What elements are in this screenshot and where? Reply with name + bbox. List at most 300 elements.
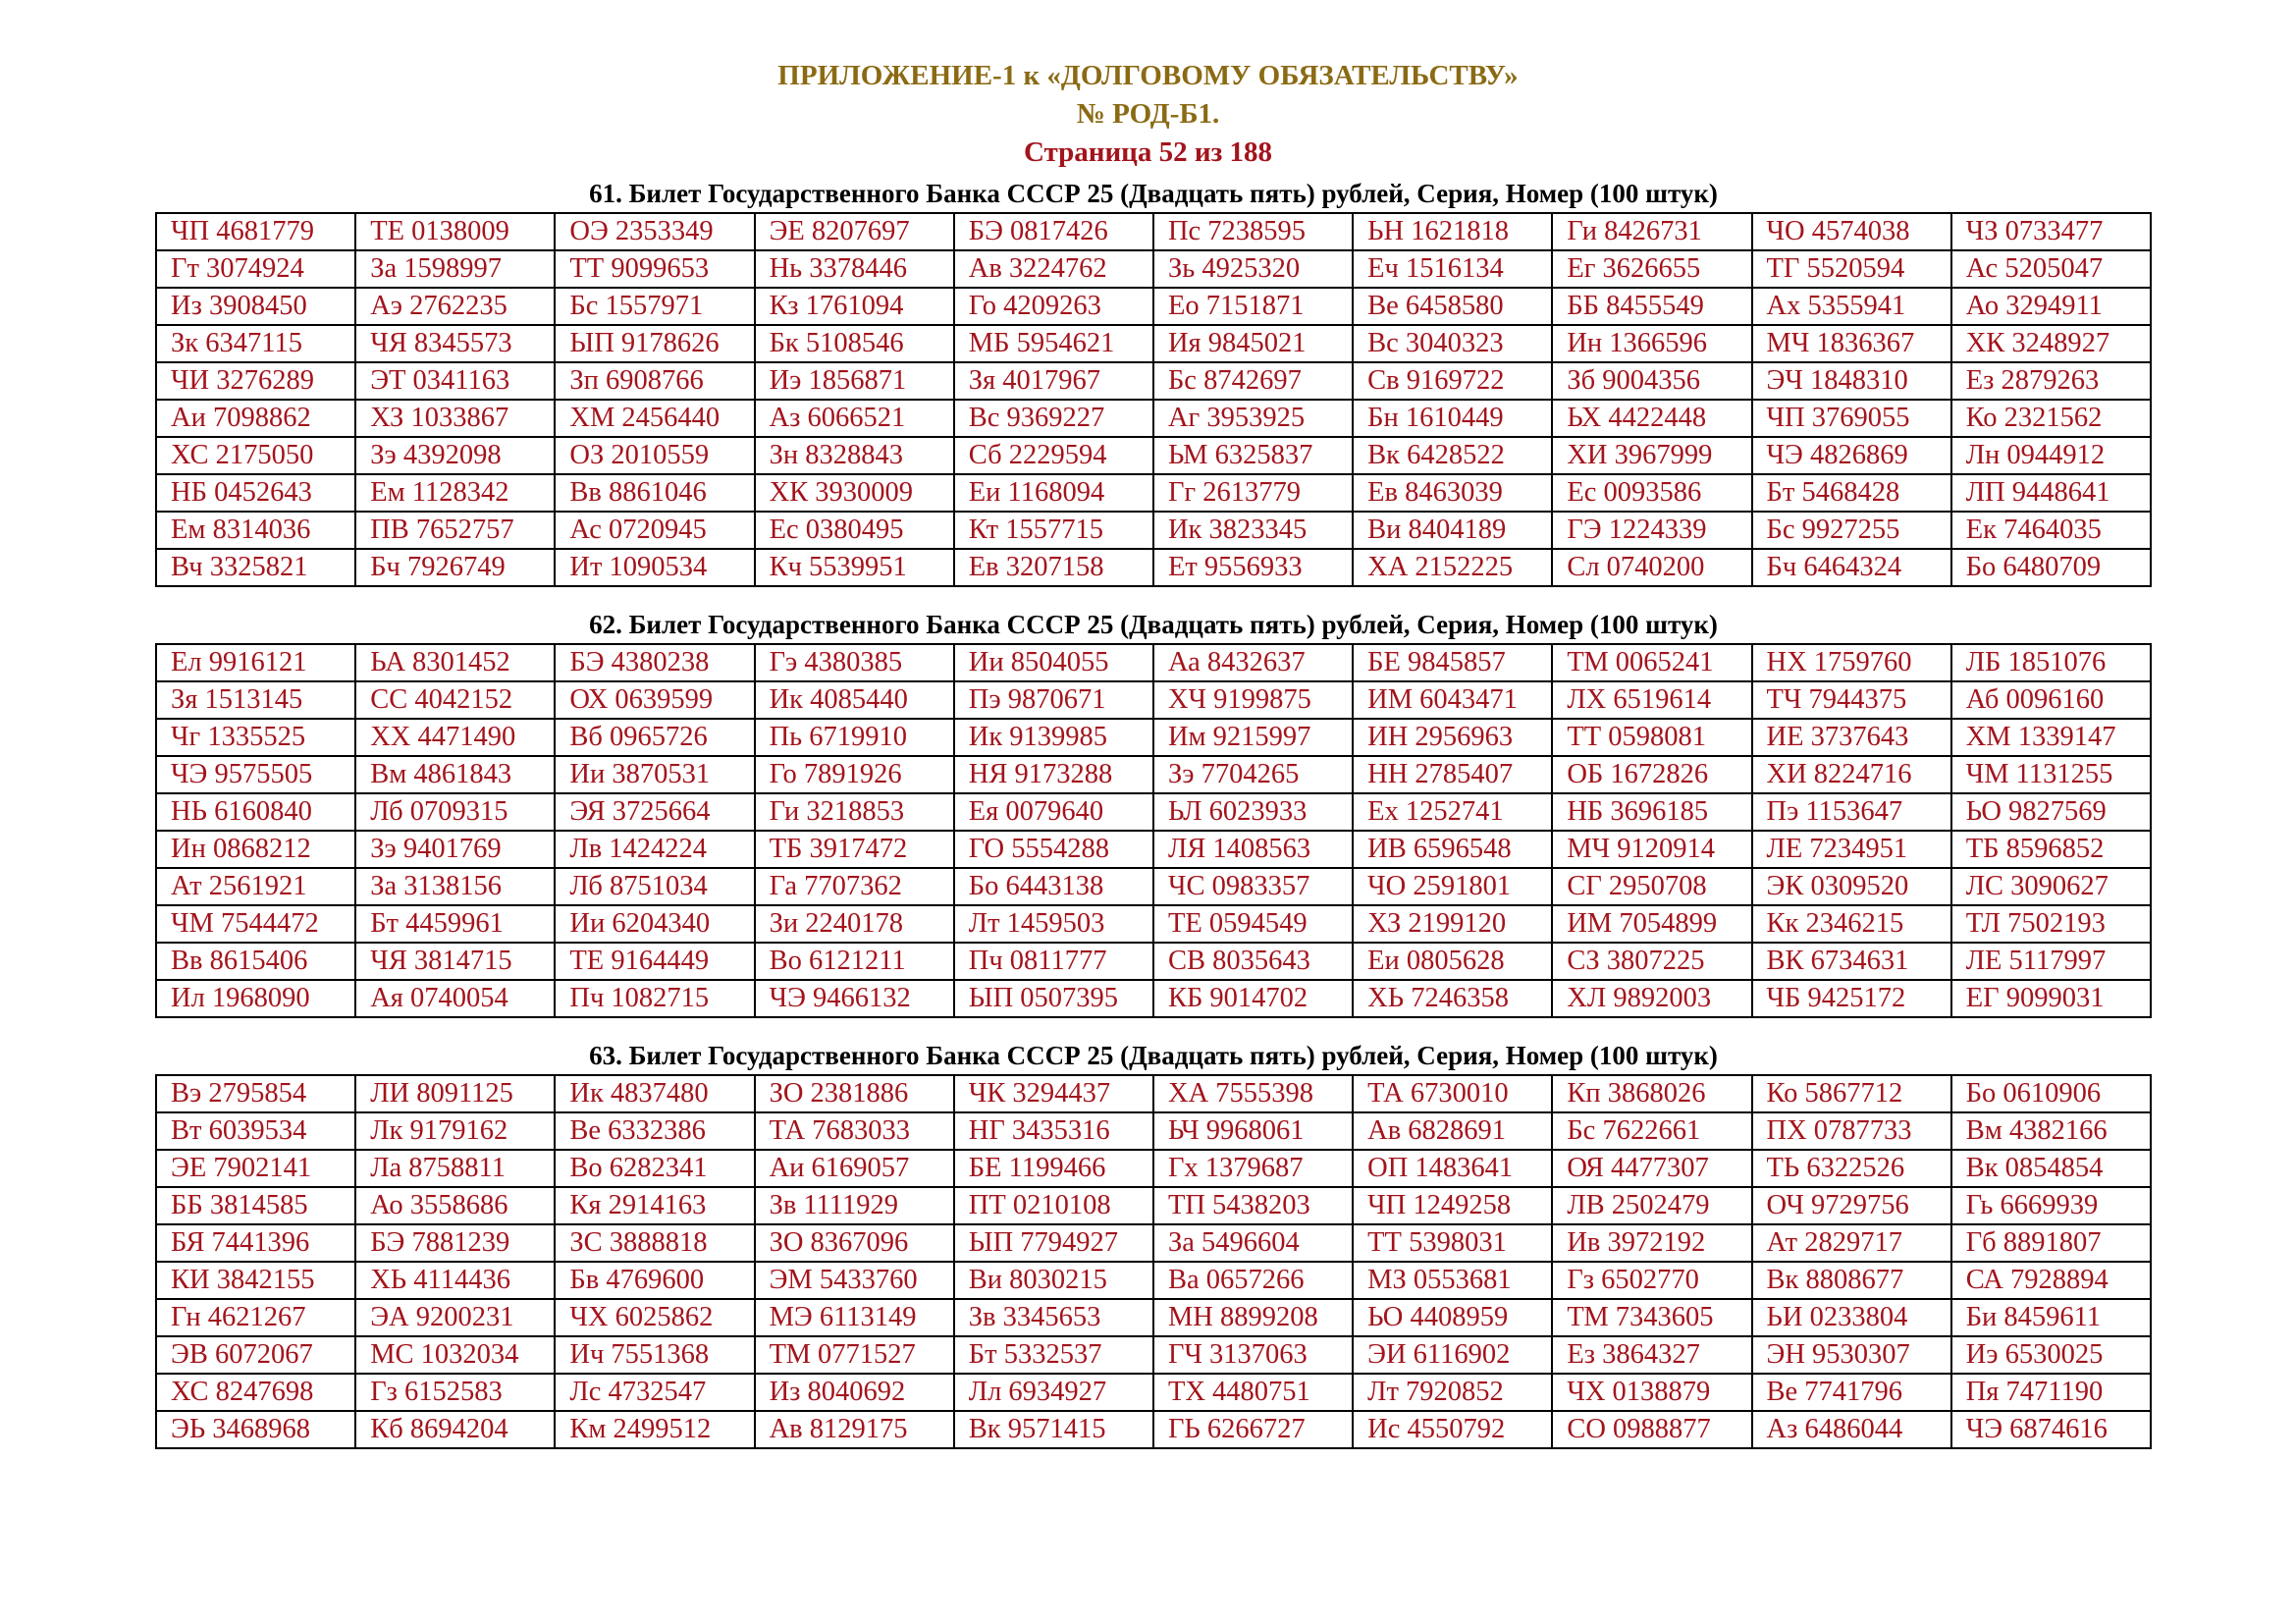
ticket-cell: ВК 6734631 — [1752, 943, 1951, 980]
ticket-cell: Ик 3823345 — [1153, 512, 1353, 549]
ticket-cell: Го 4209263 — [954, 288, 1153, 325]
ticket-cell: ЭИ 6116902 — [1353, 1336, 1552, 1374]
ticket-cell: Ас 0720945 — [555, 512, 754, 549]
table-row — [156, 1150, 2151, 1187]
ticket-cell: ЛП 9448641 — [1951, 474, 2151, 512]
ticket-cell: ЭМ 5433760 — [755, 1262, 954, 1299]
ticket-cell: Пэ 1153647 — [1752, 793, 1951, 831]
ticket-cell: ХИ 8224716 — [1752, 756, 1951, 793]
table-row — [156, 250, 2151, 288]
ticket-cell: Вк 6428522 — [1353, 437, 1552, 474]
page-of: из — [1187, 136, 1230, 168]
ticket-cell: ХМ 1339147 — [1951, 719, 2151, 756]
ticket-cell: ТЕ 0138009 — [355, 213, 555, 250]
ticket-cell: ИМ 6043471 — [1353, 681, 1552, 719]
table-row — [156, 1299, 2151, 1336]
ticket-cell: Лн 0944912 — [1951, 437, 2151, 474]
ticket-cell: ЛС 3090627 — [1951, 868, 2151, 905]
ticket-cell: Ео 7151871 — [1153, 288, 1353, 325]
ticket-cell: Иэ 1856871 — [755, 362, 954, 400]
ticket-cell: ЬО 9827569 — [1951, 793, 2151, 831]
table-row — [156, 474, 2151, 512]
ticket-cell: Ав 3224762 — [954, 250, 1153, 288]
ticket-cell: НХ 1759760 — [1752, 644, 1951, 681]
ticket-cell: ХЬ 4114436 — [355, 1262, 555, 1299]
ticket-cell: Гэ 4380385 — [755, 644, 954, 681]
ticket-cell: Бч 7926749 — [355, 549, 555, 586]
ticket-cell: Ги 3218853 — [755, 793, 954, 831]
ticket-cell: ОЯ 4477307 — [1552, 1150, 1751, 1187]
ticket-cell: Вм 4382166 — [1951, 1112, 2151, 1150]
ticket-cell: Бс 8742697 — [1153, 362, 1353, 400]
ticket-cell: ЛЕ 7234951 — [1752, 831, 1951, 868]
ticket-cell: Ис 4550792 — [1353, 1411, 1552, 1448]
ticket-cell: ХХ 4471490 — [355, 719, 555, 756]
ticket-cell: СВ 8035643 — [1153, 943, 1353, 980]
ticket-cell: ЭЕ 7902141 — [156, 1150, 355, 1187]
ticket-cell: Вэ 2795854 — [156, 1075, 355, 1112]
ticket-cell: Лт 1459503 — [954, 905, 1153, 943]
table-row — [156, 1336, 2151, 1374]
ticket-cell: Ет 9556933 — [1153, 549, 1353, 586]
ticket-cell: ТБ 8596852 — [1951, 831, 2151, 868]
ticket-cell: Би 8459611 — [1951, 1299, 2151, 1336]
ticket-cell: ЧЭ 9466132 — [755, 980, 954, 1017]
ticket-cell: Зн 8328843 — [755, 437, 954, 474]
ticket-cell: Бс 7622661 — [1552, 1112, 1751, 1150]
ticket-cell: ЧБ 9425172 — [1752, 980, 1951, 1017]
ticket-cell: ПТ 0210108 — [954, 1187, 1153, 1224]
ticket-cell: Бс 9927255 — [1752, 512, 1951, 549]
ticket-cell: ЬЧ 9968061 — [1153, 1112, 1353, 1150]
ticket-cell: Бс 1557971 — [555, 288, 754, 325]
section-63 — [155, 1037, 2152, 1449]
ticket-cell: Зб 9004356 — [1552, 362, 1751, 400]
ticket-cell: БЭ 0817426 — [954, 213, 1153, 250]
ticket-cell: Аэ 2762235 — [355, 288, 555, 325]
ticket-cell: Лл 6934927 — [954, 1374, 1153, 1411]
ticket-cell: Ии 3870531 — [555, 756, 754, 793]
ticket-cell: Ас 5205047 — [1951, 250, 2151, 288]
ticket-cell: ЬХ 4422448 — [1552, 400, 1751, 437]
ticket-cell: Им 9215997 — [1153, 719, 1353, 756]
ticket-cell: Вм 4861843 — [355, 756, 555, 793]
ticket-cell: ОЧ 9729756 — [1752, 1187, 1951, 1224]
ticket-cell: ТЕ 0594549 — [1153, 905, 1353, 943]
ticket-cell: ПХ 0787733 — [1752, 1112, 1951, 1150]
ticket-table — [155, 643, 2152, 1018]
table-row — [156, 549, 2151, 586]
ticket-cell: Зк 6347115 — [156, 325, 355, 362]
ticket-table — [155, 212, 2152, 587]
ticket-cell: Бк 5108546 — [755, 325, 954, 362]
ticket-cell: ТЛ 7502193 — [1951, 905, 2151, 943]
ticket-cell: БЕ 9845857 — [1353, 644, 1552, 681]
table-row — [156, 1187, 2151, 1224]
ticket-cell: Вв 8861046 — [555, 474, 754, 512]
ticket-cell: Во 6121211 — [755, 943, 954, 980]
ticket-cell: ТЕ 9164449 — [555, 943, 754, 980]
table-row — [156, 512, 2151, 549]
ticket-cell: ТХ 4480751 — [1153, 1374, 1353, 1411]
table-row — [156, 437, 2151, 474]
ticket-cell: Ес 0093586 — [1552, 474, 1751, 512]
ticket-cell: ТТ 9099653 — [555, 250, 754, 288]
ticket-cell: Го 7891926 — [755, 756, 954, 793]
page-indicator — [0, 134, 2296, 172]
ticket-cell: МЧ 9120914 — [1552, 831, 1751, 868]
ticket-cell: Ем 1128342 — [355, 474, 555, 512]
ticket-cell: За 1598997 — [355, 250, 555, 288]
ticket-cell: Ия 9845021 — [1153, 325, 1353, 362]
ticket-cell: ЧЯ 3814715 — [355, 943, 555, 980]
ticket-cell: Кк 2346215 — [1752, 905, 1951, 943]
ticket-cell: Аг 3953925 — [1153, 400, 1353, 437]
ticket-cell: ТТ 5398031 — [1353, 1224, 1552, 1262]
table-row — [156, 1374, 2151, 1411]
ticket-cell: МН 8899208 — [1153, 1299, 1353, 1336]
ticket-cell: ЗО 2381886 — [755, 1075, 954, 1112]
ticket-cell: ХК 3248927 — [1951, 325, 2151, 362]
table-row — [156, 681, 2151, 719]
ticket-cell: ЭН 9530307 — [1752, 1336, 1951, 1374]
ticket-cell: ХМ 2456440 — [555, 400, 754, 437]
ticket-cell: ХЛ 9892003 — [1552, 980, 1751, 1017]
ticket-cell: ЧО 2591801 — [1353, 868, 1552, 905]
ticket-cell: ХЗ 2199120 — [1353, 905, 1552, 943]
ticket-cell: Гн 4621267 — [156, 1299, 355, 1336]
ticket-cell: Бн 1610449 — [1353, 400, 1552, 437]
ticket-cell: Ин 0868212 — [156, 831, 355, 868]
ticket-cell: Ии 6204340 — [555, 905, 754, 943]
ticket-cell: ЭЧ 1848310 — [1752, 362, 1951, 400]
ticket-cell: ГЧ 3137063 — [1153, 1336, 1353, 1374]
ticket-cell: МБ 5954621 — [954, 325, 1153, 362]
ticket-cell: Зь 4925320 — [1153, 250, 1353, 288]
ticket-cell: ЭЬ 3468968 — [156, 1411, 355, 1448]
ticket-cell: ОП 1483641 — [1353, 1150, 1552, 1187]
ticket-cell: ЧМ 7544472 — [156, 905, 355, 943]
table-row — [156, 325, 2151, 362]
ticket-cell: Ги 8426731 — [1552, 213, 1751, 250]
ticket-cell: Ех 1252741 — [1353, 793, 1552, 831]
ticket-cell: Гг 2613779 — [1153, 474, 1353, 512]
ticket-cell: Еи 0805628 — [1353, 943, 1552, 980]
ticket-cell: Еи 1168094 — [954, 474, 1153, 512]
ticket-cell: ИМ 7054899 — [1552, 905, 1751, 943]
ticket-cell: Зэ 4392098 — [355, 437, 555, 474]
ticket-cell: Ел 9916121 — [156, 644, 355, 681]
ticket-cell: ИВ 6596548 — [1353, 831, 1552, 868]
ticket-cell: ТГ 5520594 — [1752, 250, 1951, 288]
ticket-cell: ЭТ 0341163 — [355, 362, 555, 400]
ticket-cell: Ат 2561921 — [156, 868, 355, 905]
ticket-cell: Ев 8463039 — [1353, 474, 1552, 512]
ticket-cell: ЧХ 6025862 — [555, 1299, 754, 1336]
ticket-cell: Лб 0709315 — [355, 793, 555, 831]
ticket-cell: ЕГ 9099031 — [1951, 980, 2151, 1017]
ticket-cell: Вт 6039534 — [156, 1112, 355, 1150]
ticket-cell: За 3138156 — [355, 868, 555, 905]
ticket-cell: Га 7707362 — [755, 868, 954, 905]
table-row — [156, 1224, 2151, 1262]
ticket-cell: ЭЕ 8207697 — [755, 213, 954, 250]
ticket-cell: Ем 8314036 — [156, 512, 355, 549]
table-row — [156, 831, 2151, 868]
ticket-cell: Пэ 9870671 — [954, 681, 1153, 719]
ticket-cell: Зп 6908766 — [555, 362, 754, 400]
ticket-cell: ЬН 1621818 — [1353, 213, 1552, 250]
table-row — [156, 756, 2151, 793]
ticket-cell: Ви 8404189 — [1353, 512, 1552, 549]
ticket-cell: Ав 8129175 — [755, 1411, 954, 1448]
ticket-cell: ЧЭ 9575505 — [156, 756, 355, 793]
ticket-cell: ТА 6730010 — [1353, 1075, 1552, 1112]
ticket-cell: Ил 1968090 — [156, 980, 355, 1017]
ticket-cell: Ао 3558686 — [355, 1187, 555, 1224]
ticket-cell: ХИ 3967999 — [1552, 437, 1751, 474]
ticket-cell: Пч 1082715 — [555, 980, 754, 1017]
ticket-cell: Аи 6169057 — [755, 1150, 954, 1187]
ticket-cell: Ит 1090534 — [555, 549, 754, 586]
ticket-cell: За 5496604 — [1153, 1224, 1353, 1262]
ticket-cell: Кя 2914163 — [555, 1187, 754, 1224]
ticket-cell: Кч 5539951 — [755, 549, 954, 586]
table-row — [156, 213, 2151, 250]
section-61 — [155, 175, 2152, 587]
ticket-cell: ГЭ 1224339 — [1552, 512, 1751, 549]
ticket-cell: СО 0988877 — [1552, 1411, 1751, 1448]
ticket-cell: Аа 8432637 — [1153, 644, 1353, 681]
ticket-cell: БЭ 4380238 — [555, 644, 754, 681]
ticket-cell: ЭК 0309520 — [1752, 868, 1951, 905]
ticket-cell: Иэ 6530025 — [1951, 1336, 2151, 1374]
ticket-cell: Кп 3868026 — [1552, 1075, 1751, 1112]
ticket-cell: Бо 6443138 — [954, 868, 1153, 905]
ticket-cell: ЧП 3769055 — [1752, 400, 1951, 437]
ticket-cell: Ес 0380495 — [755, 512, 954, 549]
ticket-cell: Пс 7238595 — [1153, 213, 1353, 250]
ticket-cell: Ве 6458580 — [1353, 288, 1552, 325]
ticket-cell: НГ 3435316 — [954, 1112, 1153, 1150]
ticket-cell: Ин 1366596 — [1552, 325, 1751, 362]
ticket-cell: Пя 7471190 — [1951, 1374, 2151, 1411]
ticket-cell: Гь 6669939 — [1951, 1187, 2151, 1224]
ticket-cell: ХЗ 1033867 — [355, 400, 555, 437]
ticket-cell: ЛВ 2502479 — [1552, 1187, 1751, 1224]
table-row — [156, 1411, 2151, 1448]
ticket-cell: Гх 1379687 — [1153, 1150, 1353, 1187]
ticket-cell: ЫП 0507395 — [954, 980, 1153, 1017]
ticket-cell: Гб 8891807 — [1951, 1224, 2151, 1262]
ticket-cell: ЧМ 1131255 — [1951, 756, 2151, 793]
ticket-cell: Зэ 9401769 — [355, 831, 555, 868]
ticket-cell: ОЗ 2010559 — [555, 437, 754, 474]
ticket-cell: ЧИ 3276289 — [156, 362, 355, 400]
table-row — [156, 1262, 2151, 1299]
table-row — [156, 719, 2151, 756]
ticket-cell: ТТ 0598081 — [1552, 719, 1751, 756]
ticket-cell: ЧС 0983357 — [1153, 868, 1353, 905]
ticket-cell: Км 2499512 — [555, 1411, 754, 1448]
ticket-cell: НН 2785407 — [1353, 756, 1552, 793]
ticket-cell: Ви 8030215 — [954, 1262, 1153, 1299]
ticket-cell: ОБ 1672826 — [1552, 756, 1751, 793]
document-header — [0, 57, 2296, 172]
ticket-cell: Вк 8808677 — [1752, 1262, 1951, 1299]
ticket-cell: Ва 0657266 — [1153, 1262, 1353, 1299]
ticket-cell: Лв 1424224 — [555, 831, 754, 868]
table-row — [156, 288, 2151, 325]
ticket-cell: Ве 7741796 — [1752, 1374, 1951, 1411]
ticket-cell: КБ 9014702 — [1153, 980, 1353, 1017]
ticket-cell: ЛБ 1851076 — [1951, 644, 2151, 681]
ticket-cell: Ах 5355941 — [1752, 288, 1951, 325]
ticket-cell: Ез 2879263 — [1951, 362, 2151, 400]
table-row — [156, 1112, 2151, 1150]
ticket-cell: Ег 3626655 — [1552, 250, 1751, 288]
ticket-cell: Из 3908450 — [156, 288, 355, 325]
page-prefix: Страница — [1023, 136, 1159, 168]
ticket-cell: Бт 4459961 — [355, 905, 555, 943]
ticket-cell: Гз 6152583 — [355, 1374, 555, 1411]
ticket-cell: Чг 1335525 — [156, 719, 355, 756]
ticket-cell: Ик 9139985 — [954, 719, 1153, 756]
ticket-cell: Гз 6502770 — [1552, 1262, 1751, 1299]
ticket-cell: Ат 2829717 — [1752, 1224, 1951, 1262]
ticket-cell: Ла 8758811 — [355, 1150, 555, 1187]
ticket-cell: Ко 2321562 — [1951, 400, 2151, 437]
ticket-cell: ЭВ 6072067 — [156, 1336, 355, 1374]
ticket-cell: ЬЛ 6023933 — [1153, 793, 1353, 831]
ticket-cell: Во 6282341 — [555, 1150, 754, 1187]
ticket-cell: ЫП 9178626 — [555, 325, 754, 362]
ticket-cell: НБ 0452643 — [156, 474, 355, 512]
ticket-cell: ГЬ 6266727 — [1153, 1411, 1353, 1448]
ticket-cell: Кб 8694204 — [355, 1411, 555, 1448]
ticket-cell: Зя 1513145 — [156, 681, 355, 719]
ticket-cell: Бт 5468428 — [1752, 474, 1951, 512]
ticket-cell: Ев 3207158 — [954, 549, 1153, 586]
ticket-cell: Гт 3074924 — [156, 250, 355, 288]
ticket-cell: ГО 5554288 — [954, 831, 1153, 868]
ticket-cell: ЗО 8367096 — [755, 1224, 954, 1262]
table-row — [156, 943, 2151, 980]
ticket-cell: ЧЯ 8345573 — [355, 325, 555, 362]
ticket-cell: Ии 8504055 — [954, 644, 1153, 681]
ticket-cell: Лс 4732547 — [555, 1374, 754, 1411]
ticket-cell: ЬО 4408959 — [1353, 1299, 1552, 1336]
ticket-cell: ЧП 4681779 — [156, 213, 355, 250]
ticket-cell: ХС 8247698 — [156, 1374, 355, 1411]
ticket-cell: МС 1032034 — [355, 1336, 555, 1374]
table-row — [156, 400, 2151, 437]
ticket-cell: Кз 1761094 — [755, 288, 954, 325]
appendix-title: ПРИЛОЖЕНИЕ-1 к «ДОЛГОВОМУ ОБЯЗАТЕЛЬСТВУ» — [777, 60, 1519, 91]
ticket-cell: Св 9169722 — [1353, 362, 1552, 400]
ticket-cell: ББ 3814585 — [156, 1187, 355, 1224]
ticket-cell: СА 7928894 — [1951, 1262, 2151, 1299]
ticket-cell: СЗ 3807225 — [1552, 943, 1751, 980]
ticket-cell: ХА 7555398 — [1153, 1075, 1353, 1112]
ticket-cell: Ич 7551368 — [555, 1336, 754, 1374]
ticket-cell: ЧХ 0138879 — [1552, 1374, 1751, 1411]
ticket-cell: ЧЭ 4826869 — [1752, 437, 1951, 474]
ticket-cell: ЬА 8301452 — [355, 644, 555, 681]
ticket-cell: ЧК 3294437 — [954, 1075, 1153, 1112]
ticket-cell: ЧЭ 6874616 — [1951, 1411, 2151, 1448]
ticket-cell: НЬ 6160840 — [156, 793, 355, 831]
ticket-cell: СС 4042152 — [355, 681, 555, 719]
ticket-cell: Ек 7464035 — [1951, 512, 2151, 549]
ticket-cell: ТМ 0771527 — [755, 1336, 954, 1374]
ticket-cell: Ик 4085440 — [755, 681, 954, 719]
ticket-cell: БЯ 7441396 — [156, 1224, 355, 1262]
ticket-cell: Ик 4837480 — [555, 1075, 754, 1112]
ticket-cell: Аб 0096160 — [1951, 681, 2151, 719]
table-row — [156, 868, 2151, 905]
ticket-cell: ХЧ 9199875 — [1153, 681, 1353, 719]
ticket-cell: ТП 5438203 — [1153, 1187, 1353, 1224]
table-row — [156, 980, 2151, 1017]
ticket-cell: Сб 2229594 — [954, 437, 1153, 474]
ticket-cell: МЭ 6113149 — [755, 1299, 954, 1336]
ticket-cell: КИ 3842155 — [156, 1262, 355, 1299]
ticket-cell: СГ 2950708 — [1552, 868, 1751, 905]
ticket-cell: ББ 8455549 — [1552, 288, 1751, 325]
ticket-cell: ИН 2956963 — [1353, 719, 1552, 756]
ticket-cell: ИЕ 3737643 — [1752, 719, 1951, 756]
ticket-cell: НБ 3696185 — [1552, 793, 1751, 831]
ticket-cell: Аи 7098862 — [156, 400, 355, 437]
ticket-cell: Вк 0854854 — [1951, 1150, 2151, 1187]
ticket-cell: Бо 0610906 — [1951, 1075, 2151, 1112]
ticket-cell: ЛХ 6519614 — [1552, 681, 1751, 719]
ticket-table — [155, 1074, 2152, 1449]
ticket-cell: НЯ 9173288 — [954, 756, 1153, 793]
ticket-cell: ЧП 1249258 — [1353, 1187, 1552, 1224]
ticket-cell: БЕ 1199466 — [954, 1150, 1153, 1187]
ticket-cell: Ве 6332386 — [555, 1112, 754, 1150]
ticket-cell: Лк 9179162 — [355, 1112, 555, 1150]
ticket-cell: ЧЗ 0733477 — [1951, 213, 2151, 250]
ticket-cell: ПВ 7652757 — [355, 512, 555, 549]
ticket-cell: Ко 5867712 — [1752, 1075, 1951, 1112]
ticket-cell: Зв 3345653 — [954, 1299, 1153, 1336]
table-row — [156, 362, 2151, 400]
ticket-cell: Вс 3040323 — [1353, 325, 1552, 362]
ticket-cell: ТМ 0065241 — [1552, 644, 1751, 681]
ticket-cell: Пч 0811777 — [954, 943, 1153, 980]
table-row — [156, 905, 2151, 943]
ticket-cell: ОЭ 2353349 — [555, 213, 754, 250]
ticket-cell: МЗ 0553681 — [1353, 1262, 1552, 1299]
ticket-cell: Вс 9369227 — [954, 400, 1153, 437]
table-row — [156, 644, 2151, 681]
ticket-cell: Бч 6464324 — [1752, 549, 1951, 586]
ticket-cell: ТЧ 7944375 — [1752, 681, 1951, 719]
ticket-cell: ЫП 7794927 — [954, 1224, 1153, 1262]
ticket-cell: Ая 0740054 — [355, 980, 555, 1017]
ticket-cell: Аз 6066521 — [755, 400, 954, 437]
ticket-cell: Нь 3378446 — [755, 250, 954, 288]
ticket-cell: ЬМ 6325837 — [1153, 437, 1353, 474]
ticket-cell: Ея 0079640 — [954, 793, 1153, 831]
ticket-cell: Зэ 7704265 — [1153, 756, 1353, 793]
ticket-cell: Бо 6480709 — [1951, 549, 2151, 586]
ticket-cell: Бт 5332537 — [954, 1336, 1153, 1374]
section-title: 62. Билет Государственного Банка СССР 25 (Двадцать пять) рублей, Серия, Номер (100 штук) — [589, 610, 1718, 639]
